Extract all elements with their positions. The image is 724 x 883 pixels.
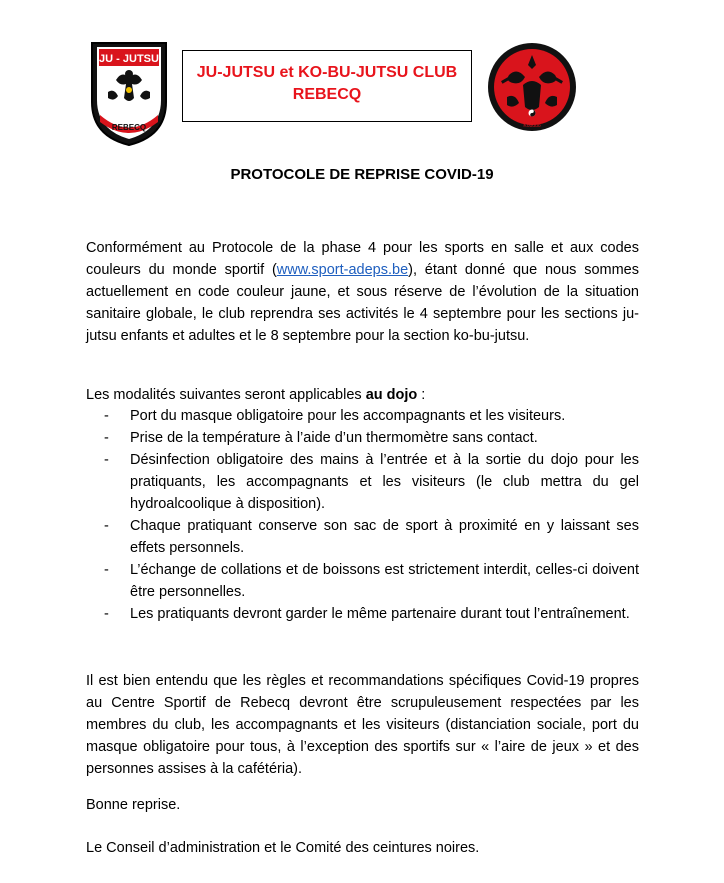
logo-left-bottom-text: REBECQ <box>111 123 147 132</box>
rule-text: Prise de la température à l’aide d’un thermomètre sans contact. <box>130 430 538 446</box>
closing-paragraph: Il est bien entendu que les règles et recommandations spécifiques Covid-19 propres au Centre Sportif de Rebecq devront être scrupuleusement respectées par les membres du club, les accompagnants et les visiteurs (distanciation sociale, port du masque obligatoire pour tous, à l’exception des sportifs sur « l’aire de jeux » et des personnes assises à la cafétéria). <box>86 673 639 777</box>
lead-bold-text: au dojo <box>365 387 418 403</box>
club-title-line2: REBECQ <box>292 86 362 103</box>
club-title-box <box>182 50 472 122</box>
rules-list <box>86 405 639 625</box>
intro-text-before-link: Conformément au Protocole de la phase 4 pour les sports en salle et aux codes couleurs du monde sportif ( <box>86 240 639 278</box>
greeting-text: Bonne reprise. <box>86 797 181 813</box>
list-item <box>86 603 639 625</box>
lead-text: Les modalités suivantes seront applicables <box>86 387 366 403</box>
bullet-dash: - <box>104 430 109 446</box>
rule-text: L’échange de collations et de boissons est strictement interdit, celles-ci doivent être personnelles. <box>130 562 639 600</box>
list-item <box>86 427 639 449</box>
kobudo-emblem-logo <box>487 39 577 135</box>
bullet-dash: - <box>104 452 109 468</box>
logo-left-top-text: JU - JUTSU <box>99 53 159 65</box>
rule-text: Désinfection obligatoire des mains à l’entrée et à la sortie du dojo pour les pratiquants, les accompagnants et les visiteurs (le club mettra du gel hydroalcoolique à disposition). <box>130 452 639 512</box>
intro-paragraph <box>86 237 639 347</box>
sport-adeps-link[interactable]: www.sport-adeps.be <box>276 262 409 278</box>
rule-text: Les pratiquants devront garder le même partenaire durant tout l’entraînement. <box>130 606 630 622</box>
intro-text-after-link: ), étant donné que nous sommes actuellement en code couleur jaune, et sous réserve de l’évolution de la situation sanitaire globale, le club reprendra ses activités le 4 septembre pour les sections ju-jutsu enfants et adultes et le 8 septembre pour la section ko-bu-jutsu. <box>86 262 639 344</box>
rules-lead-sentence <box>86 384 639 406</box>
list-item <box>86 449 639 515</box>
rule-text: Port du masque obligatoire pour les accompagnants et les visiteurs. <box>130 408 566 424</box>
bullet-dash: - <box>104 562 109 578</box>
bullet-dash: - <box>104 408 109 424</box>
list-item <box>86 405 639 427</box>
bullet-dash: - <box>104 606 109 622</box>
document-title: PROTOCOLE DE REPRISE COVID-19 <box>230 166 494 183</box>
list-item <box>86 515 639 559</box>
signature-text: Le Conseil d’administration et le Comité des ceintures noires. <box>86 840 480 856</box>
logo-right-bottom-text: Kobudo <box>523 123 541 129</box>
club-logo-shield <box>88 40 170 148</box>
bullet-dash: - <box>104 518 109 534</box>
rule-text: Chaque pratiquant conserve son sac de sport à proximité en y laissant ses effets personnels. <box>130 518 639 556</box>
club-title-line1: JU-JUTSU et KO-BU-JUTSU CLUB <box>196 64 458 81</box>
lead-end-text: : <box>417 387 426 403</box>
list-item <box>86 559 639 603</box>
